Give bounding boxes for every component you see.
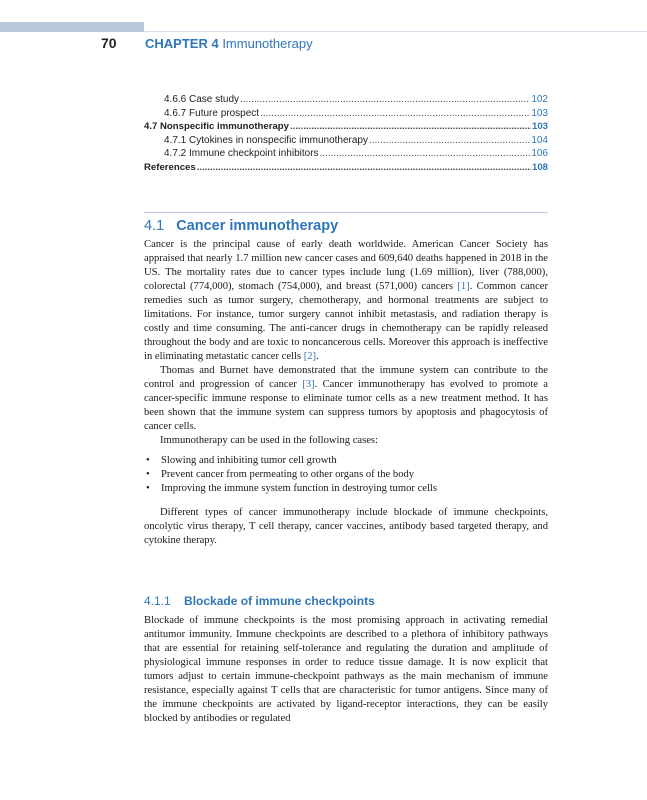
toc-entry[interactable] <box>144 94 548 106</box>
section-rule <box>144 212 548 213</box>
paragraph: Thomas and Burnet have demonstrated that the immune system can contribute to the control and progression of cancer [3]. Cancer immunotherapy has evolved to promote a cancer-specific immune response to eliminate tumor cells as a new treatment method. It has been shown that the immune system can suppress tumors by apoptosis and phagocytosis of cancer cells. <box>144 365 548 432</box>
toc-entry[interactable] <box>144 135 548 147</box>
subsection-number: 4.1.1 <box>144 594 171 608</box>
bullet-item: • Prevent cancer from permeating to other organs of the body <box>144 468 548 482</box>
toc-entry-title: 4.7.1 Cytokines in nonspecific immunotherapy <box>164 134 368 146</box>
chapter-title: Immunotherapy <box>222 36 313 51</box>
paragraph: Immunotherapy can be used in the following cases: <box>160 435 378 446</box>
toc-page-link[interactable]: 103 <box>531 121 548 133</box>
section-body <box>144 238 548 548</box>
toc-page-link[interactable]: 102 <box>531 94 548 105</box>
toc-entry[interactable] <box>144 162 548 174</box>
bullet-item: • Improving the immune system function in destroying tumor cells <box>144 482 548 496</box>
header-accent-bar <box>0 22 144 32</box>
toc-page-link[interactable]: 104 <box>531 134 548 146</box>
citation-link[interactable]: [1] <box>457 281 470 292</box>
toc-page-link[interactable]: 106 <box>531 148 548 160</box>
page-number: 70 <box>101 35 117 51</box>
bullet-list <box>144 454 548 496</box>
header-rule <box>144 31 647 32</box>
citation-link[interactable]: [3] <box>302 379 315 390</box>
toc-entry-title: 4.6.7 Future prospect <box>164 107 260 119</box>
toc-entry[interactable] <box>144 121 548 133</box>
subsection-body <box>144 614 548 726</box>
toc-page-link[interactable]: 103 <box>531 107 548 119</box>
toc-entry-title: References <box>144 161 196 173</box>
paragraph: Cancer is the principal cause of early death worldwide. American Cancer Society has appraised that nearly 1.7 million new cancer cases and 609,640 deaths happened in 2018 in the US. The mortality rates due to cancer types include lung (1.69 million), liver (788,000), colorectal (774,000), stomach (754,000), and breast (571,000) cancers [1]. Common cancer remedies such as tumor surgery, chemotherapy, and hormonal treatments are subject to limitations. For instance, tumor surgery cannot inhibit metastasis, and radiation therapy is costly and time consuming. The anti-cancer drugs in chemotherapy can be rapidly released throughout the body and are toxic to noncancerous cells. Moreover this approach is ineffective in eliminating metastatic cancer cells [2]. <box>144 239 549 362</box>
toc-entry[interactable] <box>144 148 548 160</box>
toc-leader-dots <box>197 162 531 174</box>
toc-leader-dots <box>290 121 531 133</box>
toc-entry-title: 4.7.2 Immune checkpoint inhibitors <box>164 148 319 160</box>
toc-leader-dots <box>320 148 531 160</box>
paragraph: Different types of cancer immunotherapy include blockade of immune checkpoints, oncolytic virus therapy, T cell therapy, cancer vaccines, antibody based targeted therapy, and cytokine therapy. <box>144 507 548 546</box>
bullet-item: • Slowing and inhibiting tumor cell growth <box>144 454 548 468</box>
toc-entry[interactable] <box>144 108 548 120</box>
table-of-contents <box>144 94 548 176</box>
toc-entry-title: 4.7 Nonspecific immunotherapy <box>144 121 290 133</box>
subsection-heading <box>144 594 375 608</box>
section-number: 4.1 <box>144 218 165 234</box>
section-heading <box>144 218 338 234</box>
paragraph: Blockade of immune checkpoints is the most promising approach in activating remedial antitumor immunity. Immune checkpoints are described to a plethora of inhibitory pathways that are essential for retaining self-tolerance and regulating the duration and amplitude of physiological immune responses in order to reduce tissue damage. It is now explicit that tumors adjust to certain immune-checkpoint pathways as the main mechanism of immune resistance, especially against T cells that are characteristic for tumor antigens. Since many of the immune checkpoints are activated by ligand-receptor interactions, they can be easily blocked by antibodies or regulated <box>144 615 548 724</box>
chapter-heading <box>145 36 313 51</box>
section-title: Cancer immunotherapy <box>176 218 339 234</box>
toc-leader-dots <box>369 135 530 147</box>
toc-leader-dots <box>240 94 530 106</box>
toc-entry-title: 4.6.6 Case study <box>164 94 240 105</box>
citation-link[interactable]: [2] <box>303 351 317 362</box>
subsection-title: Blockade of immune checkpoints <box>184 594 375 608</box>
toc-leader-dots <box>260 108 530 120</box>
toc-page-link[interactable]: 108 <box>531 161 548 173</box>
chapter-label: CHAPTER 4 <box>145 36 219 51</box>
